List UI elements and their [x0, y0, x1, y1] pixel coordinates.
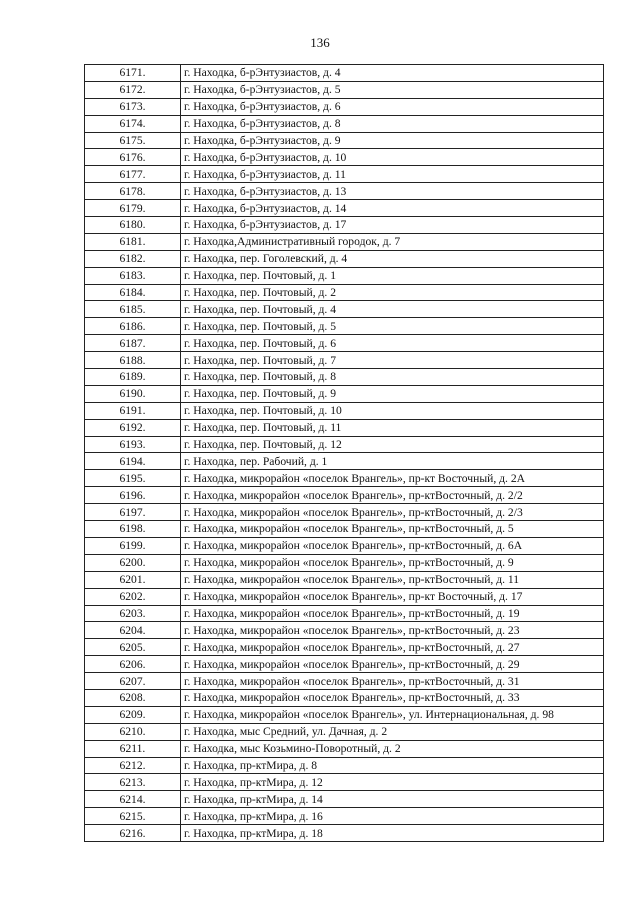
row-number: 6199.	[85, 537, 181, 554]
row-number: 6184.	[85, 284, 181, 301]
row-address: г. Находка, микрорайон «поселок Врангель», пр-ктВосточный, д. 6А	[181, 537, 604, 554]
row-number: 6180.	[85, 217, 181, 234]
row-number: 6193.	[85, 436, 181, 453]
row-number: 6186.	[85, 318, 181, 335]
address-table	[84, 64, 604, 842]
row-address: г. Находка, микрорайон «поселок Врангель», пр-ктВосточный, д. 33	[181, 689, 604, 706]
row-number: 6214.	[85, 791, 181, 808]
row-address: г. Находка, пер. Почтовый, д. 2	[181, 284, 604, 301]
row-address: г. Находка, пер. Почтовый, д. 8	[181, 369, 604, 386]
row-number: 6183.	[85, 267, 181, 284]
table-row	[85, 723, 604, 740]
row-number: 6210.	[85, 723, 181, 740]
row-address: г. Находка, б-рЭнтузиастов, д. 10	[181, 149, 604, 166]
row-number: 6198.	[85, 521, 181, 538]
row-address: г. Находка, пр-ктМира, д. 14	[181, 791, 604, 808]
row-address: г. Находка, б-рЭнтузиастов, д. 4	[181, 65, 604, 82]
row-address: г. Находка, микрорайон «поселок Врангель», пр-ктВосточный, д. 27	[181, 639, 604, 656]
table-row	[85, 740, 604, 757]
table-row	[85, 65, 604, 82]
row-number: 6206.	[85, 656, 181, 673]
table-row	[85, 233, 604, 250]
row-number: 6173.	[85, 98, 181, 115]
table-row	[85, 605, 604, 622]
row-number: 6189.	[85, 369, 181, 386]
row-address: г. Находка, микрорайон «поселок Врангель», пр-ктВосточный, д. 2/3	[181, 504, 604, 521]
row-address: г. Находка, пер. Почтовый, д. 10	[181, 402, 604, 419]
table-row	[85, 284, 604, 301]
row-address: г. Находка, пер. Почтовый, д. 12	[181, 436, 604, 453]
row-address: г. Находка, микрорайон «поселок Врангель», пр-кт Восточный, д. 17	[181, 588, 604, 605]
row-address: г. Находка, б-рЭнтузиастов, д. 5	[181, 81, 604, 98]
table-row	[85, 301, 604, 318]
row-number: 6215.	[85, 808, 181, 825]
row-number: 6188.	[85, 352, 181, 369]
table-row	[85, 808, 604, 825]
row-number: 6176.	[85, 149, 181, 166]
page-number: 136	[310, 35, 330, 50]
table-row	[85, 385, 604, 402]
table-row	[85, 521, 604, 538]
table-row	[85, 132, 604, 149]
row-number: 6194.	[85, 453, 181, 470]
table-row	[85, 470, 604, 487]
table-row	[85, 369, 604, 386]
row-number: 6177.	[85, 166, 181, 183]
row-address: г. Находка, микрорайон «поселок Врангель», пр-ктВосточный, д. 11	[181, 571, 604, 588]
row-number: 6179.	[85, 200, 181, 217]
row-address: г. Находка, б-рЭнтузиастов, д. 11	[181, 166, 604, 183]
row-number: 6205.	[85, 639, 181, 656]
row-address: г. Находка, б-рЭнтузиастов, д. 14	[181, 200, 604, 217]
table-row	[85, 166, 604, 183]
table-row	[85, 436, 604, 453]
row-address: г. Находка, пер. Почтовый, д. 11	[181, 419, 604, 436]
table-row	[85, 656, 604, 673]
row-address: г. Находка, мыс Средний, ул. Дачная, д. 2	[181, 723, 604, 740]
table-row	[85, 673, 604, 690]
row-number: 6211.	[85, 740, 181, 757]
row-address: г. Находка, пр-ктМира, д. 16	[181, 808, 604, 825]
table-row	[85, 639, 604, 656]
row-address: г. Находка, пр-ктМира, д. 8	[181, 757, 604, 774]
row-number: 6174.	[85, 115, 181, 132]
table-row	[85, 622, 604, 639]
row-number: 6202.	[85, 588, 181, 605]
row-number: 6212.	[85, 757, 181, 774]
row-number: 6182.	[85, 250, 181, 267]
row-address: г. Находка,Административный городок, д. 7	[181, 233, 604, 250]
row-number: 6208.	[85, 689, 181, 706]
table-row	[85, 774, 604, 791]
row-number: 6200.	[85, 554, 181, 571]
row-number: 6175.	[85, 132, 181, 149]
row-address: г. Находка, микрорайон «поселок Врангель», пр-ктВосточный, д. 2/2	[181, 487, 604, 504]
row-address: г. Находка, микрорайон «поселок Врангель», пр-ктВосточный, д. 19	[181, 605, 604, 622]
table-row	[85, 250, 604, 267]
table-row	[85, 537, 604, 554]
row-address: г. Находка, пер. Почтовый, д. 4	[181, 301, 604, 318]
row-address: г. Находка, б-рЭнтузиастов, д. 13	[181, 183, 604, 200]
row-number: 6172.	[85, 81, 181, 98]
table-row	[85, 115, 604, 132]
table-row	[85, 504, 604, 521]
table-row	[85, 81, 604, 98]
table-row	[85, 352, 604, 369]
table-row	[85, 200, 604, 217]
row-address: г. Находка, микрорайон «поселок Врангель», пр-ктВосточный, д. 31	[181, 673, 604, 690]
table-row	[85, 571, 604, 588]
row-address: г. Находка, б-рЭнтузиастов, д. 8	[181, 115, 604, 132]
table-row	[85, 825, 604, 842]
row-address: г. Находка, микрорайон «поселок Врангель», пр-ктВосточный, д. 9	[181, 554, 604, 571]
table-row	[85, 267, 604, 284]
row-address: г. Находка, пр-ктМира, д. 12	[181, 774, 604, 791]
table-row	[85, 217, 604, 234]
row-number: 6207.	[85, 673, 181, 690]
row-address: г. Находка, микрорайон «поселок Врангель», пр-ктВосточный, д. 5	[181, 521, 604, 538]
table-row	[85, 588, 604, 605]
table-row	[85, 183, 604, 200]
row-address: г. Находка, б-рЭнтузиастов, д. 6	[181, 98, 604, 115]
row-address: г. Находка, пер. Почтовый, д. 7	[181, 352, 604, 369]
row-number: 6178.	[85, 183, 181, 200]
row-number: 6204.	[85, 622, 181, 639]
table-row	[85, 554, 604, 571]
table-row	[85, 318, 604, 335]
row-number: 6192.	[85, 419, 181, 436]
row-number: 6185.	[85, 301, 181, 318]
row-address: г. Находка, пер. Почтовый, д. 1	[181, 267, 604, 284]
row-address: г. Находка, б-рЭнтузиастов, д. 17	[181, 217, 604, 234]
row-number: 6197.	[85, 504, 181, 521]
row-number: 6191.	[85, 402, 181, 419]
row-number: 6203.	[85, 605, 181, 622]
table-row	[85, 98, 604, 115]
address-table-body	[85, 65, 604, 842]
row-number: 6216.	[85, 825, 181, 842]
row-address: г. Находка, микрорайон «поселок Врангель», ул. Интернациональная, д. 98	[181, 706, 604, 723]
table-row	[85, 453, 604, 470]
table-row	[85, 487, 604, 504]
table-row	[85, 791, 604, 808]
row-address: г. Находка, мыс Козьмино-Поворотный, д. 2	[181, 740, 604, 757]
row-address: г. Находка, микрорайон «поселок Врангель», пр-ктВосточный, д. 29	[181, 656, 604, 673]
row-address: г. Находка, пер. Почтовый, д. 5	[181, 318, 604, 335]
table-row	[85, 689, 604, 706]
row-address: г. Находка, пр-ктМира, д. 18	[181, 825, 604, 842]
row-address: г. Находка, микрорайон «поселок Врангель», пр-ктВосточный, д. 23	[181, 622, 604, 639]
table-row	[85, 757, 604, 774]
row-address: г. Находка, пер. Рабочий, д. 1	[181, 453, 604, 470]
table-row	[85, 402, 604, 419]
row-number: 6213.	[85, 774, 181, 791]
row-address: г. Находка, пер. Почтовый, д. 6	[181, 335, 604, 352]
row-address: г. Находка, пер. Почтовый, д. 9	[181, 385, 604, 402]
row-address: г. Находка, микрорайон «поселок Врангель», пр-кт Восточный, д. 2А	[181, 470, 604, 487]
row-number: 6190.	[85, 385, 181, 402]
row-number: 6209.	[85, 706, 181, 723]
table-row	[85, 706, 604, 723]
row-number: 6196.	[85, 487, 181, 504]
table-row	[85, 149, 604, 166]
row-address: г. Находка, пер. Гоголевский, д. 4	[181, 250, 604, 267]
table-row	[85, 419, 604, 436]
row-address: г. Находка, б-рЭнтузиастов, д. 9	[181, 132, 604, 149]
row-number: 6181.	[85, 233, 181, 250]
row-number: 6171.	[85, 65, 181, 82]
table-row	[85, 335, 604, 352]
row-number: 6195.	[85, 470, 181, 487]
row-number: 6201.	[85, 571, 181, 588]
row-number: 6187.	[85, 335, 181, 352]
